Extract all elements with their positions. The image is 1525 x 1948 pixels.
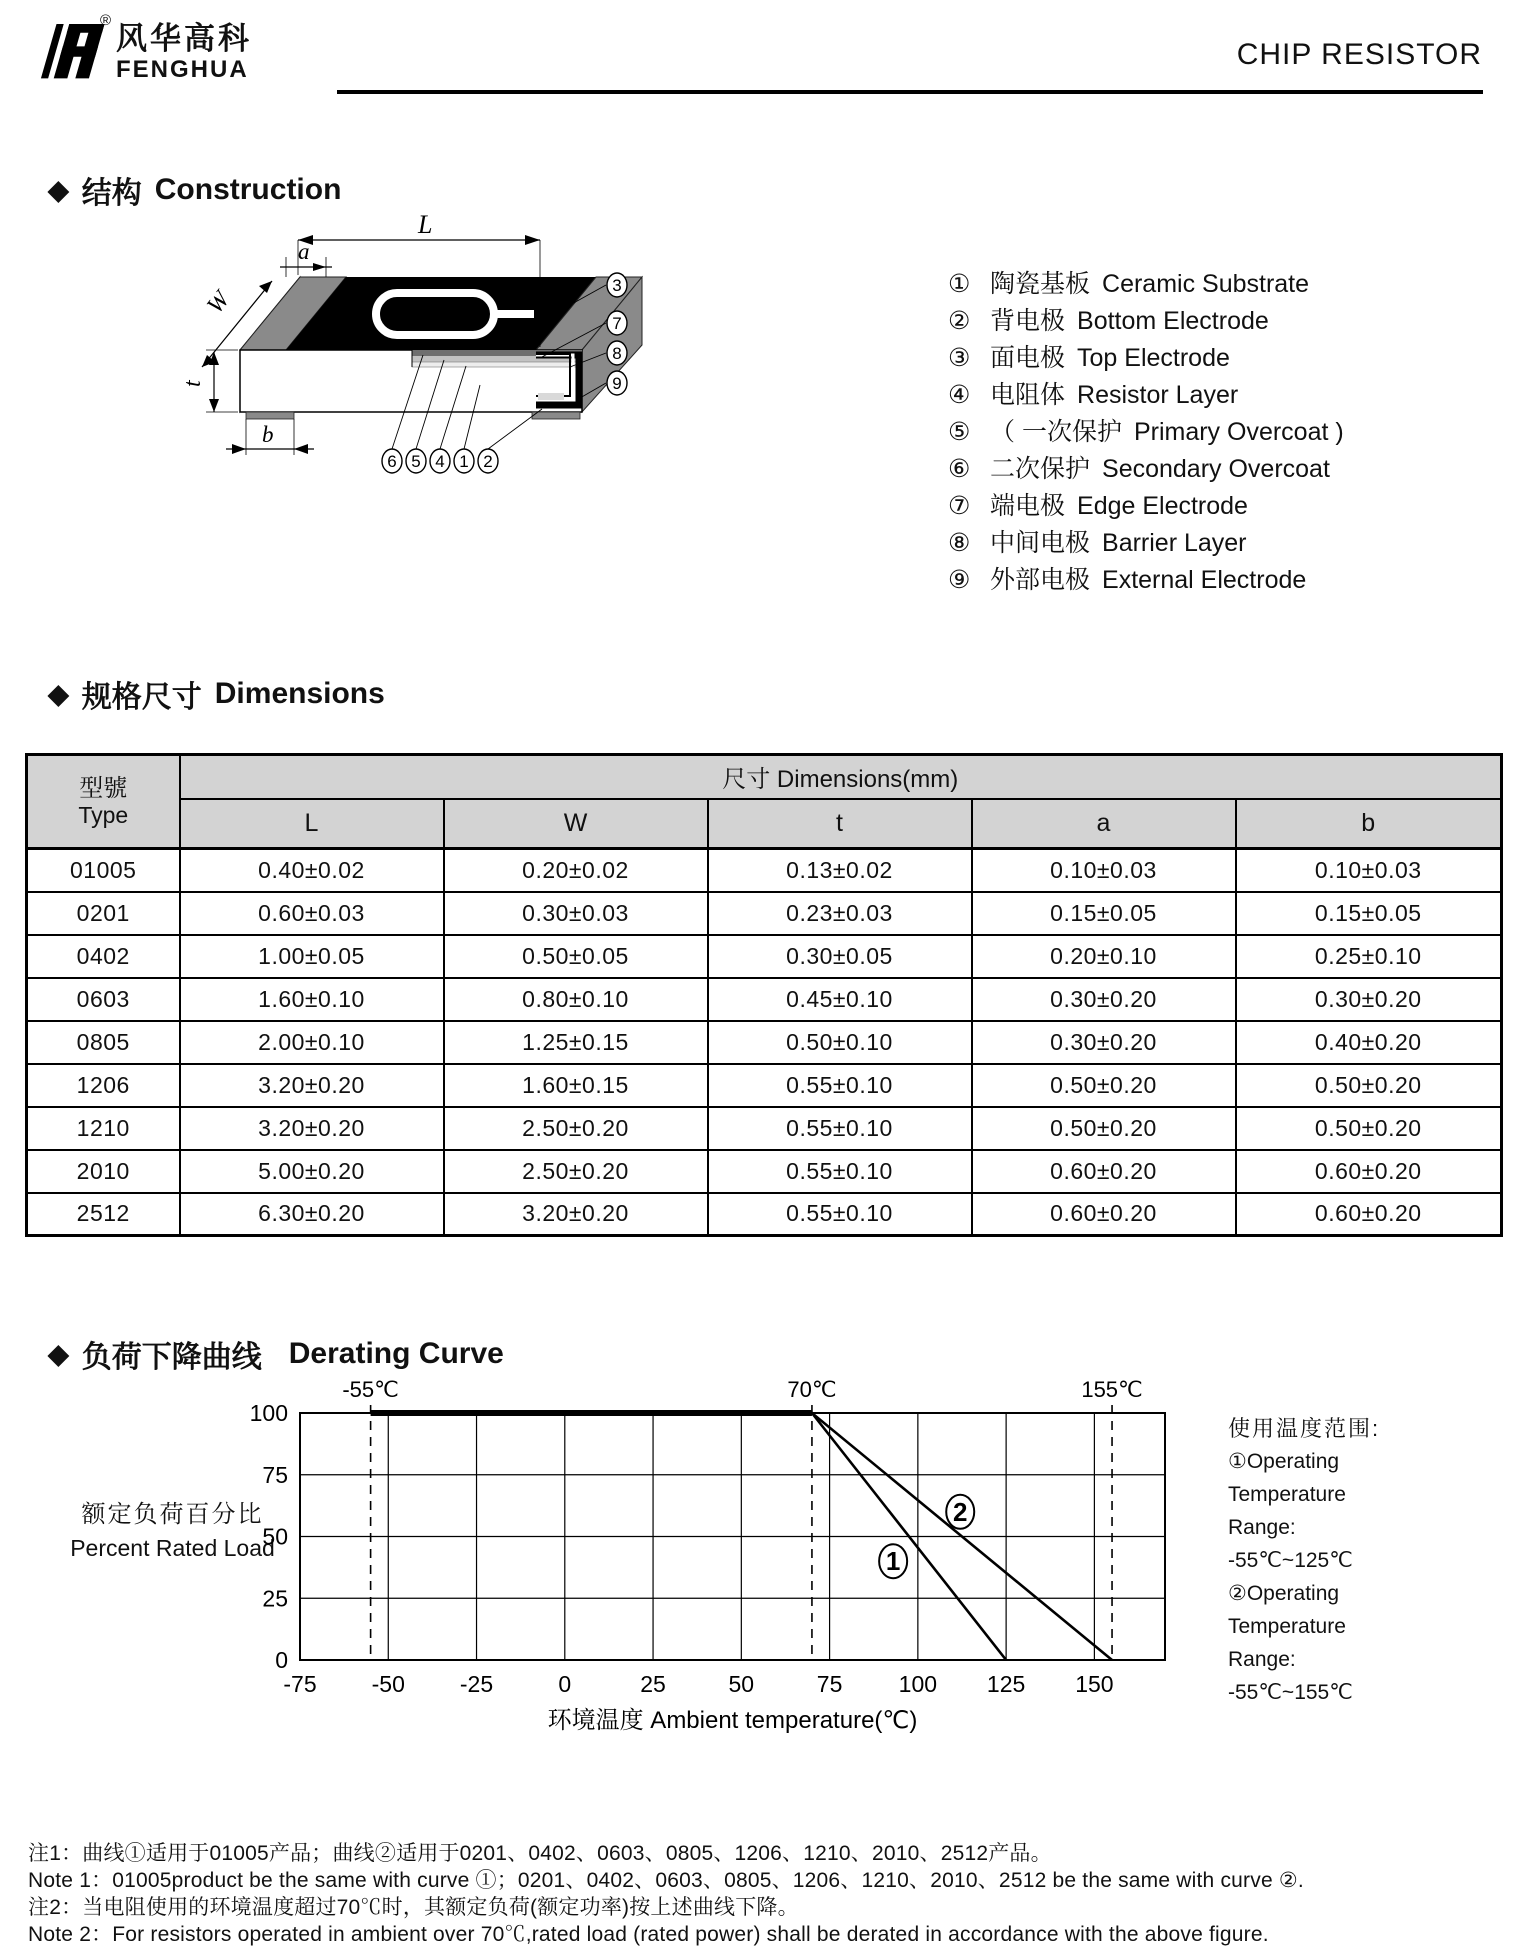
legend-number: ② (948, 307, 971, 335)
annotation-line: -55℃~155℃ (1228, 1681, 1353, 1704)
operating-range-annotation (1228, 1412, 1458, 1709)
y-tick-label: 100 (249, 1400, 288, 1426)
logo-text (116, 22, 252, 84)
legend-item (948, 264, 1344, 301)
legend-label-en: External Electrode (1102, 566, 1307, 594)
bottom-pad-inner (538, 393, 564, 400)
x-tick-label: 0 (558, 1671, 572, 1697)
registered-trademark: ® (100, 12, 112, 29)
footnote-line: Note 1：01005product be the same with curve ①；0201、0402、0603、0805、1206、1210、2010、2512 be the same with curve ②. (28, 1869, 1304, 1892)
table-row (27, 892, 1502, 935)
dim-arrow (294, 444, 308, 454)
dimension-cell: 0.50±0.20 (1236, 1107, 1502, 1150)
x-tick-label: 25 (640, 1671, 666, 1697)
dimension-cell: 0.45±0.10 (708, 978, 972, 1021)
legend-number: ⑤ (948, 418, 971, 446)
annotation-line: Range: (1228, 1516, 1296, 1539)
y-axis-label-cn: 额定负荷百分比 (81, 1501, 264, 1528)
construction-heading-cn: 结构 (81, 177, 142, 210)
legend-number: ⑨ (948, 566, 971, 594)
table-row (27, 1064, 1502, 1107)
callout-5: 5 (411, 452, 421, 471)
dim-arrow (209, 399, 219, 412)
dimensions-heading (48, 672, 385, 716)
annotation-line: -55℃~125℃ (1228, 1549, 1353, 1572)
x-tick-label: 100 (898, 1671, 938, 1697)
dimension-cell: 0.30±0.20 (972, 1021, 1236, 1064)
dimension-cell: 5.00±0.20 (180, 1150, 444, 1193)
y-tick-label: 0 (275, 1647, 288, 1673)
table-row (27, 1021, 1502, 1064)
legend-item (948, 338, 1344, 375)
table-row (27, 1150, 1502, 1193)
diamond-bullet-icon: ◆ (48, 174, 69, 205)
dimension-cell: 0.15±0.05 (1236, 892, 1502, 935)
bottom-electrode-right (532, 412, 580, 419)
legend-label-en: Top Electrode (1077, 344, 1230, 372)
dimension-cell: 0.23±0.03 (708, 892, 972, 935)
annotation-line: ①Operating (1228, 1450, 1340, 1473)
legend-item (948, 486, 1344, 523)
span-header-cn: 尺寸 (722, 766, 771, 794)
dimension-cell: 0.50±0.10 (708, 1021, 972, 1064)
y-tick-label: 75 (262, 1461, 288, 1488)
legend-label-en: Ceramic Substrate (1102, 270, 1310, 298)
x-tick-label: -50 (371, 1671, 405, 1697)
dimension-cell: 2.50±0.20 (444, 1150, 708, 1193)
legend-label-cn: （ 一次保护 (990, 418, 1122, 446)
dimension-cell: 3.20±0.20 (180, 1064, 444, 1107)
bottom-electrode-left (246, 412, 294, 419)
dim-label-W: W (202, 286, 236, 319)
logo-name-en: FENGHUA (116, 56, 249, 83)
legend-number: ⑦ (948, 492, 971, 520)
dimensions-heading-en: Dimensions (214, 677, 385, 710)
page-title: CHIP RESISTOR (1236, 38, 1482, 71)
legend-label-cn: 陶瓷基板 (990, 270, 1091, 298)
legend-label-en: Edge Electrode (1077, 492, 1248, 520)
dimensions-heading-cn: 规格尺寸 (81, 681, 202, 714)
callout-6: 6 (387, 452, 397, 471)
callout-7: 7 (612, 314, 622, 333)
dimension-cell: 0.55±0.10 (708, 1193, 972, 1236)
type-header-en: Type (78, 801, 129, 828)
legend-label-en: Resistor Layer (1077, 381, 1239, 409)
type-cell: 1206 (27, 1064, 180, 1107)
callout-9: 9 (612, 374, 622, 393)
dimension-cell: 0.20±0.10 (972, 935, 1236, 978)
type-cell: 1210 (27, 1107, 180, 1150)
dimension-cell: 0.30±0.20 (1236, 978, 1502, 1021)
dimension-cell: 0.80±0.10 (444, 978, 708, 1021)
dim-label-L: L (418, 210, 433, 239)
derating-heading (48, 1332, 504, 1376)
type-cell: 2512 (27, 1193, 180, 1236)
construction-legend (948, 264, 1344, 597)
fenghua-logo-icon (30, 14, 110, 90)
dimension-cell: 0.60±0.20 (972, 1150, 1236, 1193)
dimension-cell: 0.55±0.10 (708, 1150, 972, 1193)
legend-item (948, 523, 1344, 560)
type-cell: 2010 (27, 1150, 180, 1193)
legend-label-en: Barrier Layer (1102, 529, 1247, 557)
type-cell: 01005 (27, 849, 180, 892)
dimension-cell: 0.40±0.02 (180, 849, 444, 892)
dimension-cell: 0.10±0.03 (1236, 849, 1502, 892)
table-row (27, 978, 1502, 1021)
col-header-L: L (180, 799, 444, 849)
dim-arrow (313, 263, 326, 271)
legend-label-en: Bottom Electrode (1077, 307, 1269, 335)
leader-line (488, 409, 542, 449)
span-header-en: Dimensions(mm) (776, 766, 959, 794)
x-tick-label: 50 (728, 1671, 755, 1697)
callout-3: 3 (612, 276, 622, 295)
dim-label-a: a (298, 239, 310, 264)
derating-heading-en: Derating Curve (288, 1337, 504, 1370)
col-header-W: W (444, 799, 708, 849)
table-row (27, 935, 1502, 978)
legend-item (948, 560, 1344, 597)
legend-item (948, 301, 1344, 338)
table-row (27, 849, 1502, 892)
annotation-line: 使用温度范围: (1228, 1416, 1381, 1441)
curve-label-1: 1 (885, 1546, 901, 1577)
callout-1: 1 (459, 452, 469, 471)
callout-4: 4 (435, 452, 445, 471)
dimension-cell: 0.25±0.10 (1236, 935, 1502, 978)
type-cell: 0201 (27, 892, 180, 935)
col-header-dimensions-span (180, 755, 1502, 799)
type-header-cn: 型號 (79, 774, 128, 802)
dimension-cell: 0.50±0.20 (972, 1107, 1236, 1150)
col-header-t: t (708, 799, 972, 849)
legend-label-en: Primary Overcoat ) (1133, 418, 1344, 446)
legend-item (948, 449, 1344, 486)
legend-number: ⑧ (948, 529, 971, 557)
logo-name-cn: 风华高科 (116, 21, 252, 56)
dimension-cell: 0.50±0.20 (1236, 1064, 1502, 1107)
x-tick-label: 75 (816, 1671, 843, 1697)
dim-label-b: b (262, 422, 274, 447)
col-header-type (27, 755, 180, 849)
dimension-cell: 2.00±0.10 (180, 1021, 444, 1064)
x-tick-label: 125 (986, 1671, 1026, 1697)
dimension-cell: 0.10±0.03 (972, 849, 1236, 892)
dashed-marker-label: 70℃ (787, 1377, 837, 1402)
derating-chart-container (249, 1377, 1200, 1737)
dimension-cell: 1.60±0.10 (180, 978, 444, 1021)
diamond-bullet-icon: ◆ (48, 1338, 69, 1369)
footnotes (28, 1840, 1508, 1948)
legend-item (948, 412, 1344, 449)
dim-arrow (525, 235, 540, 245)
annotation-line: Range: (1228, 1648, 1296, 1671)
callout-2: 2 (483, 452, 493, 471)
y-axis-label-en: Percent Rated Load (70, 1535, 275, 1561)
dimension-cell: 0.15±0.05 (972, 892, 1236, 935)
dimension-cell: 1.60±0.15 (444, 1064, 708, 1107)
dimensions-table-body (27, 849, 1502, 1236)
construction-heading (48, 168, 341, 212)
diamond-bullet-icon: ◆ (48, 678, 69, 709)
col-header-a: a (972, 799, 1236, 849)
dimension-cell: 0.40±0.20 (1236, 1021, 1502, 1064)
table-row (27, 1107, 1502, 1150)
y-tick-label: 25 (262, 1585, 288, 1612)
annotation-line: ②Operating (1228, 1582, 1340, 1605)
dimension-cell: 6.30±0.20 (180, 1193, 444, 1236)
annotation-line: Temperature (1228, 1483, 1346, 1506)
dimension-cell: 1.25±0.15 (444, 1021, 708, 1064)
derating-heading-cn: 负荷下降曲线 (81, 1341, 262, 1374)
type-cell: 0603 (27, 978, 180, 1021)
legend-label-cn: 面电极 (990, 344, 1066, 372)
x-tick-label: -75 (283, 1671, 317, 1697)
dimension-cell: 0.60±0.20 (1236, 1150, 1502, 1193)
construction-heading-en: Construction (154, 173, 342, 206)
legend-label-en: Secondary Overcoat (1102, 455, 1330, 483)
dimension-cell: 0.50±0.05 (444, 935, 708, 978)
footnote-line: Note 2：For resistors operated in ambient over 70℃,rated load (rated power) shall be derated in accordance with the above figure. (28, 1923, 1269, 1946)
y-tick-label: 50 (262, 1523, 288, 1550)
dimension-cell: 1.00±0.05 (180, 935, 444, 978)
footnote-line: 注2：当电阻使用的环境温度超过70℃时，其额定负荷(额定功率)按上述曲线下降。 (28, 1896, 799, 1919)
legend-label-cn: 电阻体 (990, 381, 1066, 409)
x-tick-label: 150 (1075, 1671, 1114, 1697)
construction-diagram (180, 210, 740, 505)
dimension-cell: 2.50±0.20 (444, 1107, 708, 1150)
curve-label-2: 2 (952, 1496, 968, 1527)
legend-number: ① (948, 270, 971, 298)
legend-label-cn: 二次保护 (990, 455, 1091, 483)
dimension-cell: 3.20±0.20 (180, 1107, 444, 1150)
dim-arrow (232, 444, 246, 454)
dimension-cell: 0.60±0.20 (972, 1193, 1236, 1236)
table-row (27, 1193, 1502, 1236)
type-cell: 0805 (27, 1021, 180, 1064)
dim-label-t: t (180, 380, 206, 387)
dimension-cell: 0.30±0.20 (972, 978, 1236, 1021)
dimension-cell: 0.50±0.20 (972, 1064, 1236, 1107)
footnote-line: 注1：曲线①适用于01005产品；曲线②适用于0201、0402、0603、0805、1206、1210、2010、2512产品。 (28, 1842, 1052, 1865)
callout-8: 8 (612, 344, 622, 363)
legend-item (948, 375, 1344, 412)
legend-number: ③ (948, 344, 971, 372)
legend-label-cn: 背电极 (990, 307, 1066, 335)
dimension-cell: 0.60±0.03 (180, 892, 444, 935)
dimension-cell: 0.13±0.02 (708, 849, 972, 892)
dimensions-table (25, 753, 1503, 1237)
type-cell: 0402 (27, 935, 180, 978)
legend-label-cn: 外部电极 (990, 566, 1091, 594)
dimension-cell: 0.30±0.03 (444, 892, 708, 935)
dimension-cell: 3.20±0.20 (444, 1193, 708, 1236)
annotation-line: Temperature (1228, 1615, 1346, 1638)
dashed-marker-label: -55℃ (342, 1377, 399, 1402)
legend-number: ⑥ (948, 455, 971, 483)
derating-chart (249, 1377, 1200, 1737)
dimension-cell: 0.20±0.02 (444, 849, 708, 892)
dim-arrow (259, 281, 272, 293)
x-tick-label: -25 (459, 1671, 494, 1697)
legend-label-cn: 端电极 (990, 492, 1066, 520)
dimension-cell: 0.60±0.20 (1236, 1193, 1502, 1236)
dimension-cell: 0.55±0.10 (708, 1064, 972, 1107)
dimension-cell: 0.55±0.10 (708, 1107, 972, 1150)
legend-number: ④ (948, 381, 971, 409)
dashed-marker-label: 155℃ (1081, 1377, 1143, 1402)
header-rule (337, 90, 1483, 94)
col-header-b: b (1236, 799, 1502, 849)
resistor-layer-strip (412, 362, 582, 367)
dimension-cell: 0.30±0.05 (708, 935, 972, 978)
legend-label-cn: 中间电极 (990, 529, 1091, 557)
x-axis-title: 环境温度 Ambient temperature(℃) (547, 1707, 918, 1734)
